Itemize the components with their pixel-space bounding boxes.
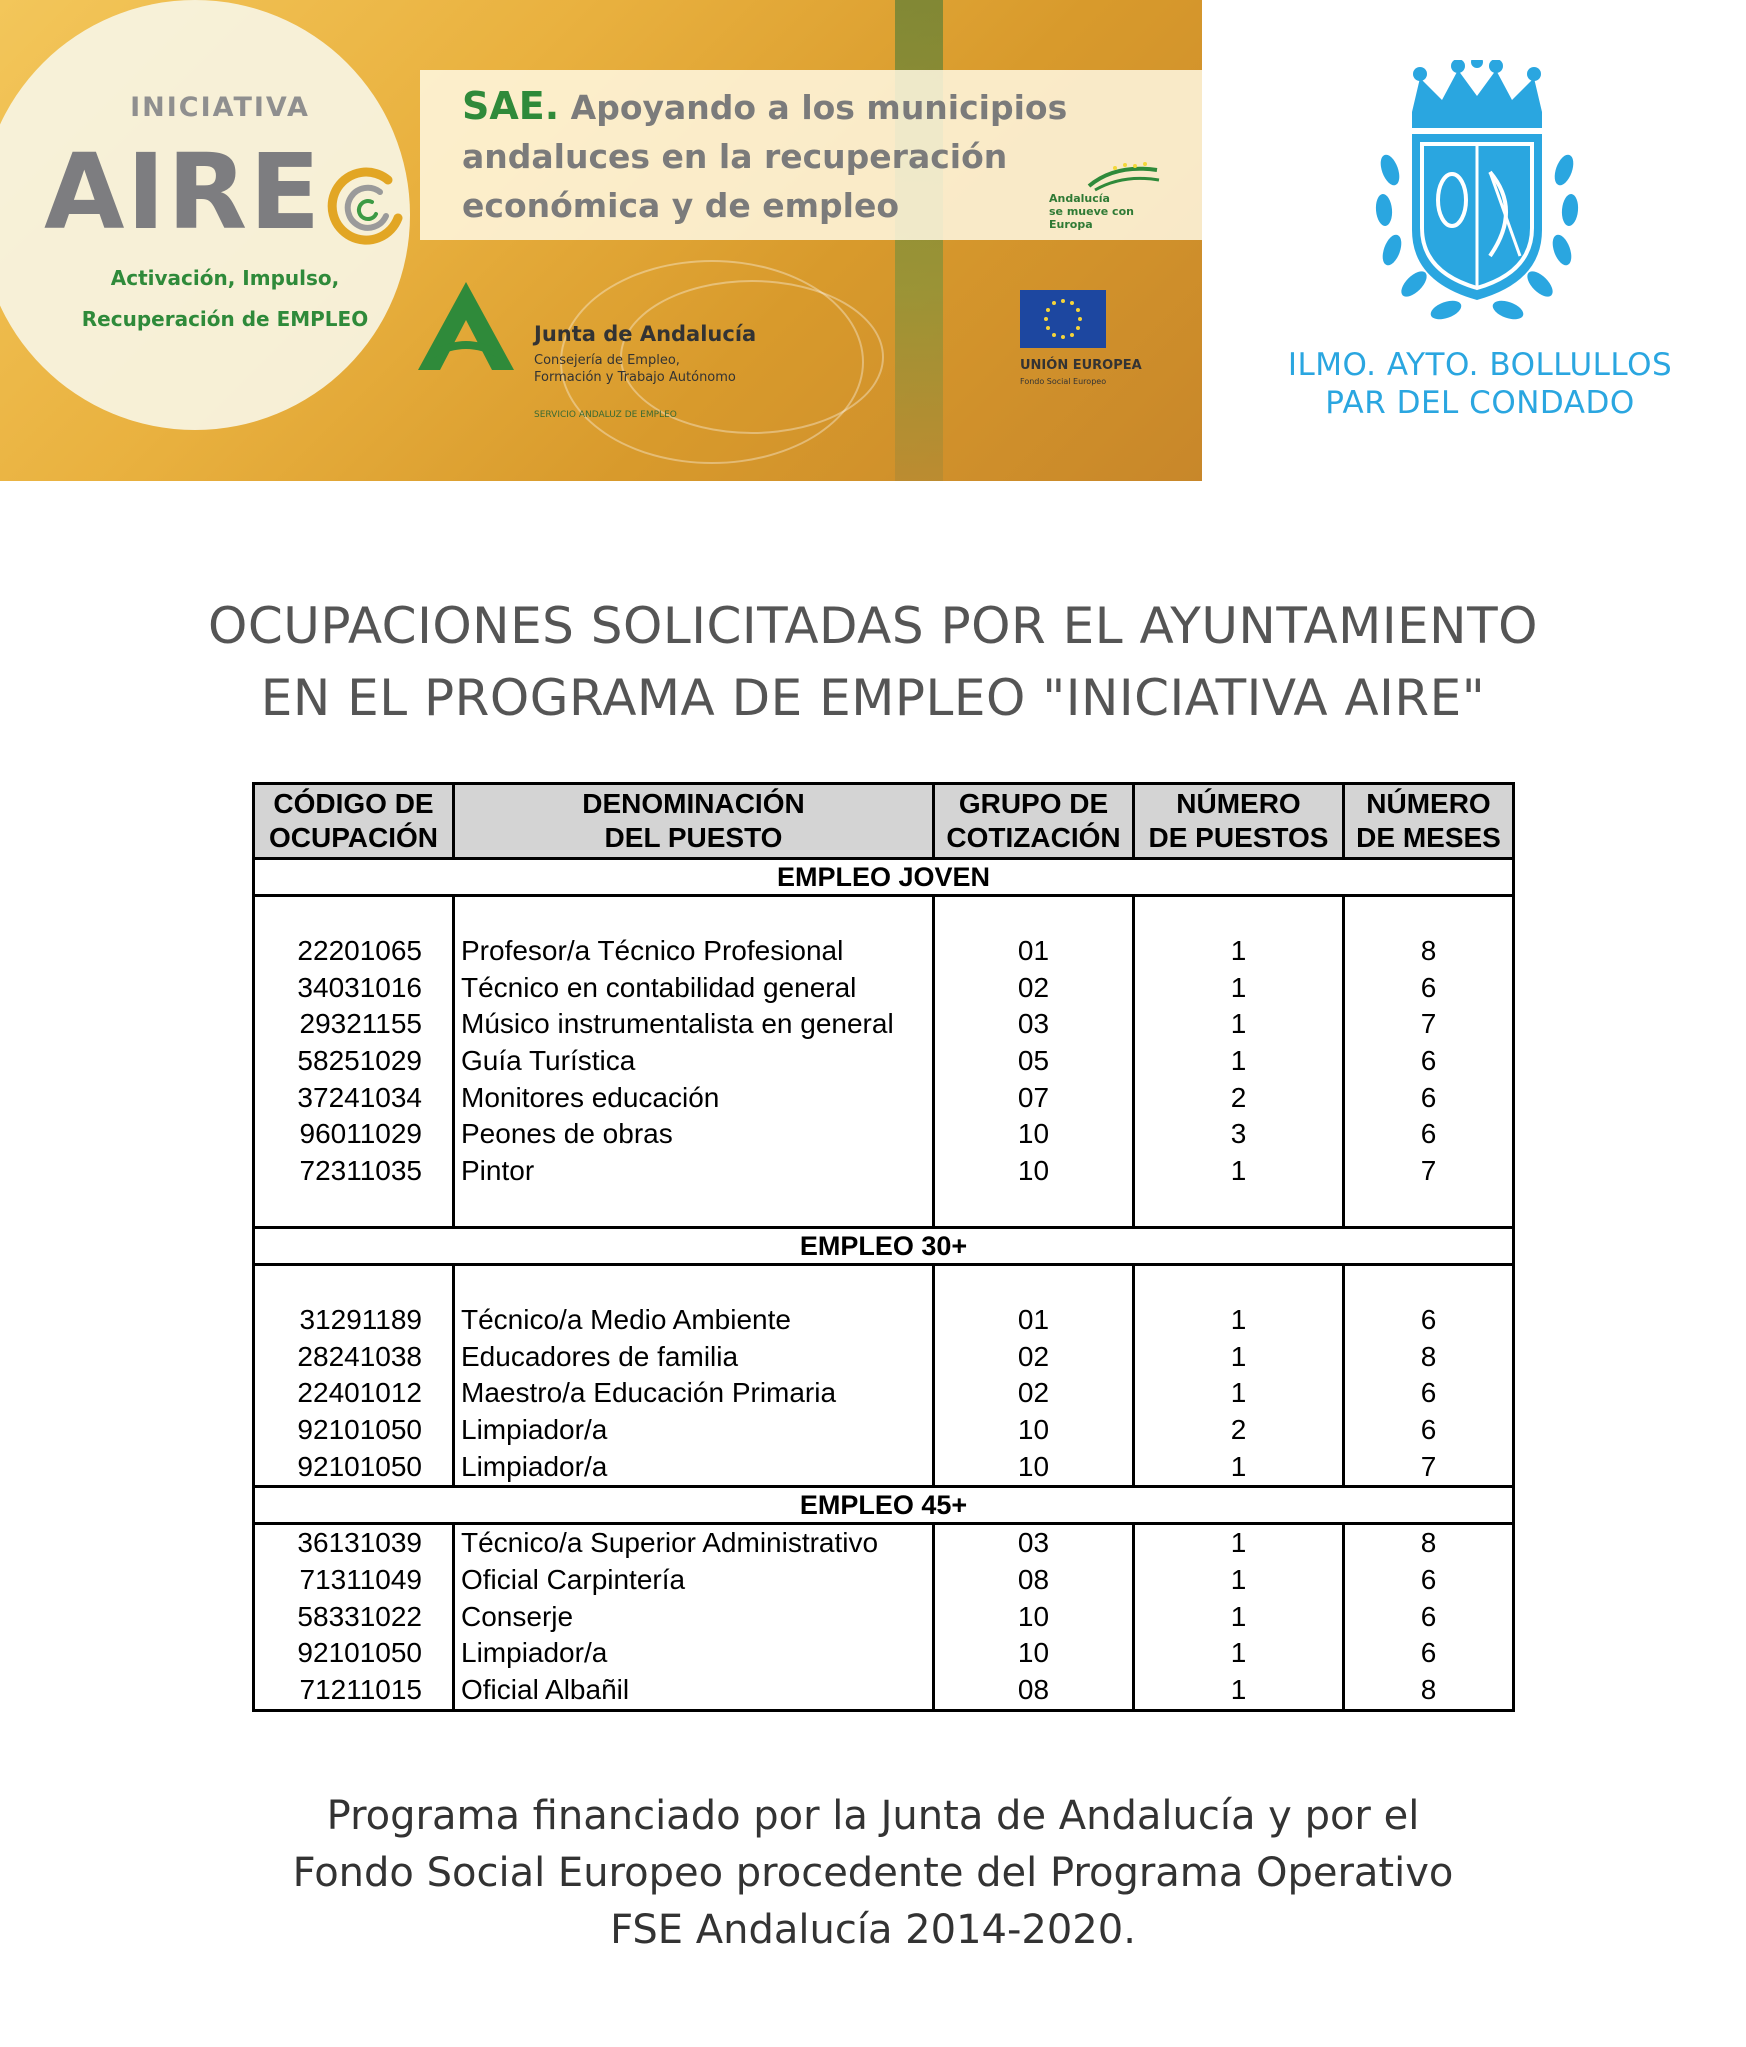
occupation-code-column bbox=[254, 1524, 454, 1710]
header-number-of-posts bbox=[1134, 784, 1344, 859]
section-header-row bbox=[254, 1487, 1514, 1524]
number-of-posts-cell: 1 bbox=[1230, 1450, 1247, 1482]
municipality-name-line: ILMO. AYTO. BOLLULLOS bbox=[1287, 347, 1673, 383]
contribution-group-cell: 10 bbox=[1017, 1637, 1050, 1669]
page-title-line: OCUPACIONES SOLICITADAS POR EL AYUNTAMIENTO bbox=[208, 597, 1538, 655]
position-name-cell: Técnico/a Medio Ambiente bbox=[461, 1303, 791, 1335]
position-name-cell: Conserje bbox=[461, 1600, 574, 1632]
position-name-column bbox=[454, 1264, 934, 1486]
andalucia-europa-icon bbox=[1045, 160, 1165, 194]
number-of-months-cell: 6 bbox=[1420, 1563, 1437, 1595]
number-of-posts-cell: 1 bbox=[1230, 1377, 1247, 1409]
section-header-row bbox=[254, 1227, 1514, 1264]
funding-note bbox=[100, 1788, 1646, 1959]
occupations-table bbox=[252, 782, 1515, 1712]
number-of-months-cell: 8 bbox=[1420, 935, 1437, 966]
andalucia-europa-label bbox=[1049, 192, 1165, 231]
number-of-posts-column bbox=[1134, 1524, 1344, 1710]
funding-note-line: Fondo Social Europeo procedente del Programa Operativo bbox=[292, 1850, 1454, 1896]
occupation-code-cell: 22401012 bbox=[297, 1377, 422, 1409]
header-line: DENOMINACIÓN bbox=[582, 788, 805, 819]
number-of-months-cell: 6 bbox=[1420, 971, 1437, 1003]
number-of-posts-cell: 1 bbox=[1230, 1008, 1247, 1040]
section-title: EMPLEO JOVEN bbox=[254, 859, 1514, 896]
occupation-code-cell: 37241034 bbox=[297, 1081, 422, 1113]
eu-text bbox=[1020, 358, 1142, 386]
number-of-months-cell: 6 bbox=[1420, 1081, 1437, 1113]
header-contribution-group bbox=[934, 784, 1134, 859]
position-name-cell: Oficial Carpintería bbox=[461, 1563, 686, 1595]
position-name-cell: Peones de obras bbox=[461, 1118, 673, 1150]
sae-title-line: andaluces en la recuperación bbox=[462, 137, 1008, 176]
position-name-cell: Técnico/a Superior Administrativo bbox=[461, 1527, 879, 1559]
occupation-code-cell: 28241038 bbox=[297, 1340, 422, 1372]
number-of-posts-column bbox=[1134, 1264, 1344, 1486]
funding-note-line: FSE Andalucía 2014-2020. bbox=[610, 1907, 1136, 1953]
sae-title-text: Apoyando a los municipios bbox=[570, 88, 1068, 127]
number-of-months-cell: 8 bbox=[1420, 1527, 1437, 1559]
eu-fund: Fondo Social Europeo bbox=[1020, 377, 1107, 386]
number-of-posts-cell: 1 bbox=[1230, 1527, 1247, 1559]
sae-title bbox=[462, 82, 1102, 230]
section-rows bbox=[254, 1524, 1514, 1710]
occupation-code-cell: 92101050 bbox=[297, 1413, 422, 1445]
contribution-group-cell: 02 bbox=[1017, 971, 1050, 1003]
number-of-posts-cell: 1 bbox=[1230, 1637, 1247, 1669]
contribution-group-cell: 05 bbox=[1017, 1045, 1050, 1077]
number-of-posts-cell: 1 bbox=[1230, 971, 1247, 1003]
occupation-code-column bbox=[254, 896, 454, 1228]
header-number-of-months bbox=[1344, 784, 1514, 859]
number-of-posts-cell: 3 bbox=[1230, 1118, 1247, 1150]
aire-swirl-icon bbox=[318, 166, 408, 246]
number-of-posts-cell: 1 bbox=[1230, 935, 1247, 966]
number-of-posts-cell: 1 bbox=[1230, 1563, 1247, 1595]
header-line: DE MESES bbox=[1356, 822, 1501, 853]
eu-name: UNIÓN EUROPEA bbox=[1020, 358, 1142, 373]
number-of-posts-cell: 1 bbox=[1230, 1155, 1247, 1187]
position-name-cell: Limpiador/a bbox=[461, 1637, 608, 1669]
position-name-cell: Oficial Albañil bbox=[461, 1674, 630, 1705]
number-of-months-cell: 6 bbox=[1420, 1637, 1437, 1669]
occupations-table-container bbox=[252, 782, 1512, 1712]
contribution-group-cell: 10 bbox=[1017, 1600, 1050, 1632]
aire-tagline-line: Recuperación de EMPLEO bbox=[81, 307, 369, 331]
number-of-months-cell: 7 bbox=[1420, 1008, 1437, 1040]
number-of-months-cell: 6 bbox=[1420, 1303, 1437, 1335]
header-line: OCUPACIÓN bbox=[268, 822, 439, 853]
municipal-crest-icon bbox=[1362, 60, 1592, 330]
number-of-posts-cell: 1 bbox=[1230, 1340, 1247, 1372]
sae-title-line: económica y de empleo bbox=[462, 186, 900, 225]
andalucia-europa-line: Andalucía bbox=[1049, 192, 1110, 205]
contribution-group-cell: 02 bbox=[1017, 1340, 1050, 1372]
sae-title-line bbox=[462, 82, 1102, 132]
position-name-cell: Educadores de familia bbox=[461, 1340, 739, 1372]
contribution-group-cell: 07 bbox=[1017, 1081, 1050, 1113]
municipality-name-line: PAR DEL CONDADO bbox=[1325, 385, 1635, 421]
header-line: CÓDIGO DE bbox=[273, 788, 434, 819]
occupation-code-cell: 71311049 bbox=[299, 1563, 422, 1595]
contribution-group-cell: 02 bbox=[1017, 1377, 1050, 1409]
number-of-months-cell: 6 bbox=[1420, 1045, 1437, 1077]
section-title: EMPLEO 30+ bbox=[254, 1227, 1514, 1264]
header-line: NÚMERO bbox=[1366, 788, 1491, 819]
header-line: DEL PUESTO bbox=[604, 822, 783, 853]
aire-tagline bbox=[60, 258, 390, 340]
occupation-code-column bbox=[254, 1264, 454, 1486]
contribution-group-column bbox=[934, 1524, 1134, 1710]
contribution-group-column bbox=[934, 896, 1134, 1228]
occupation-code-cell: 58251029 bbox=[297, 1045, 422, 1077]
number-of-months-column bbox=[1344, 1524, 1514, 1710]
iniciativa-label: INICIATIVA bbox=[130, 92, 310, 123]
occupation-code-cell: 36131039 bbox=[297, 1527, 422, 1559]
junta-department: Consejería de Empleo, bbox=[534, 353, 680, 368]
andalucia-europa-line: se mueve con Europa bbox=[1049, 205, 1134, 231]
sae-prefix: SAE. bbox=[462, 84, 560, 128]
andalucia-europa-logo bbox=[1045, 160, 1165, 231]
contribution-group-cell: 10 bbox=[1017, 1413, 1050, 1445]
position-name-cell: Pintor bbox=[461, 1155, 535, 1187]
contribution-group-cell: 01 bbox=[1017, 935, 1050, 966]
number-of-posts-cell: 2 bbox=[1230, 1081, 1247, 1113]
header-line: COTIZACIÓN bbox=[946, 822, 1121, 853]
occupation-code-cell: 72311035 bbox=[299, 1155, 422, 1187]
aire-program-banner bbox=[0, 0, 1202, 481]
number-of-months-cell: 6 bbox=[1420, 1600, 1437, 1632]
table-header-row bbox=[254, 784, 1514, 859]
position-name-cell: Limpiador/a bbox=[461, 1413, 608, 1445]
number-of-months-column bbox=[1344, 1264, 1514, 1486]
position-name-cell: Profesor/a Técnico Profesional bbox=[461, 935, 844, 966]
position-name-cell: Guía Turística bbox=[461, 1045, 636, 1077]
sae-service-label: SERVICIO ANDALUZ DE EMPLEO bbox=[534, 410, 677, 420]
number-of-months-cell: 8 bbox=[1420, 1674, 1437, 1705]
number-of-months-cell: 6 bbox=[1420, 1377, 1437, 1409]
occupation-code-cell: 92101050 bbox=[297, 1450, 422, 1482]
header-position-name bbox=[454, 784, 934, 859]
contribution-group-cell: 10 bbox=[1017, 1155, 1050, 1187]
occupation-code-cell: 58331022 bbox=[297, 1600, 422, 1632]
occupation-code-cell: 71211015 bbox=[299, 1674, 422, 1705]
occupation-code-cell: 34031016 bbox=[297, 971, 422, 1003]
funding-note-line: Programa financiado por la Junta de Andalucía y por el bbox=[326, 1793, 1420, 1839]
occupation-code-cell: 29321155 bbox=[299, 1008, 422, 1040]
junta-department: Formación y Trabajo Autónomo bbox=[534, 370, 736, 385]
section-rows bbox=[254, 896, 1514, 1228]
junta-andalucia-icon bbox=[416, 280, 516, 372]
contribution-group-column bbox=[934, 1264, 1134, 1486]
section-rows bbox=[254, 1264, 1514, 1486]
number-of-months-cell: 7 bbox=[1420, 1450, 1437, 1482]
header-line: DE PUESTOS bbox=[1148, 822, 1329, 853]
junta-name: Junta de Andalucía bbox=[534, 322, 757, 346]
number-of-months-cell: 7 bbox=[1420, 1155, 1437, 1187]
number-of-posts-cell: 1 bbox=[1230, 1674, 1247, 1705]
contribution-group-cell: 10 bbox=[1017, 1450, 1050, 1482]
table-body bbox=[254, 859, 1514, 1711]
aire-tagline-line: Activación, Impulso, bbox=[110, 266, 340, 290]
number-of-posts-cell: 1 bbox=[1230, 1045, 1247, 1077]
number-of-posts-column bbox=[1134, 896, 1344, 1228]
section-header-row bbox=[254, 859, 1514, 896]
contribution-group-cell: 03 bbox=[1017, 1008, 1050, 1040]
position-name-column bbox=[454, 1524, 934, 1710]
aire-logo-text: AIRE bbox=[44, 131, 323, 253]
occupation-code-cell: 31291189 bbox=[299, 1303, 422, 1335]
contribution-group-cell: 01 bbox=[1017, 1303, 1050, 1335]
page-title bbox=[60, 590, 1686, 734]
number-of-posts-cell: 1 bbox=[1230, 1600, 1247, 1632]
position-name-cell: Maestro/a Educación Primaria bbox=[461, 1377, 837, 1409]
header-line: NÚMERO bbox=[1176, 788, 1301, 819]
number-of-months-cell: 8 bbox=[1420, 1340, 1437, 1372]
number-of-posts-cell: 2 bbox=[1230, 1413, 1247, 1445]
position-name-cell: Músico instrumentalista en general bbox=[461, 1008, 894, 1040]
contribution-group-cell: 10 bbox=[1017, 1118, 1050, 1150]
position-name-cell: Monitores educación bbox=[461, 1081, 720, 1113]
contribution-group-cell: 03 bbox=[1017, 1527, 1050, 1559]
page-title-line: EN EL PROGRAMA DE EMPLEO "INICIATIVA AIRE" bbox=[260, 669, 1486, 727]
occupation-code-cell: 22201065 bbox=[297, 935, 422, 966]
junta-andalucia-text bbox=[534, 322, 756, 386]
header-occupation-code bbox=[254, 784, 454, 859]
header-line: GRUPO DE bbox=[958, 788, 1109, 819]
contribution-group-cell: 08 bbox=[1017, 1674, 1050, 1705]
contribution-group-cell: 08 bbox=[1017, 1563, 1050, 1595]
number-of-months-cell: 6 bbox=[1420, 1413, 1437, 1445]
eu-flag-icon bbox=[1020, 290, 1106, 348]
number-of-posts-cell: 1 bbox=[1230, 1303, 1247, 1335]
position-name-cell: Técnico en contabilidad general bbox=[461, 971, 857, 1003]
occupation-code-cell: 92101050 bbox=[297, 1637, 422, 1669]
number-of-months-cell: 6 bbox=[1420, 1118, 1437, 1150]
number-of-months-column bbox=[1344, 896, 1514, 1228]
occupation-code-cell: 96011029 bbox=[299, 1118, 422, 1150]
section-title: EMPLEO 45+ bbox=[254, 1487, 1514, 1524]
municipality-name bbox=[1250, 346, 1710, 422]
position-name-column bbox=[454, 896, 934, 1228]
position-name-cell: Limpiador/a bbox=[461, 1450, 608, 1482]
